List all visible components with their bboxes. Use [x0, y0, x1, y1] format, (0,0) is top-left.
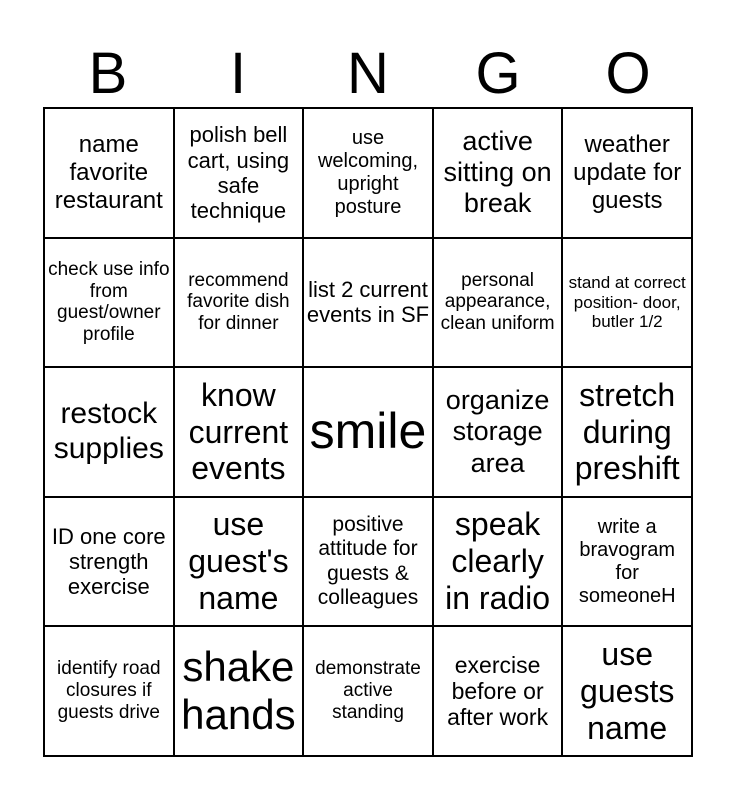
bingo-cell[interactable]: [562, 238, 692, 368]
bingo-cell[interactable]: [433, 108, 563, 238]
cell-text: recommend favorite dish for dinner: [187, 269, 290, 335]
header-letter-b: B: [88, 41, 128, 106]
cell-text: organize storage area: [445, 385, 550, 478]
cell-text: list 2 current events in SF: [306, 277, 430, 328]
header-letter-i: I: [229, 41, 247, 106]
header-letter-n: N: [347, 41, 389, 106]
bingo-card-grid: [43, 107, 693, 757]
header-letter-g: G: [475, 41, 521, 106]
cell-text: write a bravogram for someoneH: [578, 515, 676, 607]
cell-text: check use info from guest/owner profile: [48, 258, 170, 346]
bingo-center-cell[interactable]: [303, 367, 433, 497]
cell-text: shake hands: [181, 642, 296, 739]
header-letter-o: O: [605, 41, 651, 106]
cell-text: polish bell cart, using safe technique: [187, 122, 290, 224]
bingo-cell[interactable]: [44, 497, 174, 627]
bingo-cell[interactable]: [433, 238, 563, 368]
cell-text: exercise before or after work: [447, 651, 549, 731]
bingo-cell[interactable]: [303, 497, 433, 627]
cell-text: use welcoming, upright posture: [317, 126, 419, 218]
bingo-cell[interactable]: [303, 626, 433, 756]
bingo-cell[interactable]: [562, 497, 692, 627]
cell-text: know current events: [188, 376, 289, 487]
cell-text: stretch during preshift: [574, 376, 680, 487]
bingo-cell[interactable]: [433, 497, 563, 627]
bingo-cell[interactable]: [174, 367, 304, 497]
bingo-cell[interactable]: [44, 108, 174, 238]
bingo-cell[interactable]: [174, 626, 304, 756]
bingo-cell[interactable]: [562, 108, 692, 238]
bingo-cell[interactable]: [433, 626, 563, 756]
bingo-cell[interactable]: [44, 367, 174, 497]
bingo-cell[interactable]: [562, 367, 692, 497]
cell-text: demonstrate active standing: [315, 658, 421, 724]
cell-text: ID one core strength exercise: [51, 523, 166, 600]
cell-text: stand at correct position- door, butler 1/2: [568, 273, 686, 332]
bingo-cell[interactable]: [44, 238, 174, 368]
cell-text: smile: [309, 403, 427, 460]
cell-text: use guests name: [580, 636, 675, 746]
cell-text: speak clearly in radio: [445, 506, 551, 616]
bingo-cell[interactable]: [44, 626, 174, 756]
bingo-cell[interactable]: [433, 367, 563, 497]
cell-text: name favorite restaurant: [54, 131, 163, 214]
bingo-cell[interactable]: [303, 238, 433, 368]
bingo-header: [43, 40, 693, 108]
bingo-cell[interactable]: [174, 238, 304, 368]
cell-text: personal appearance, clean uniform: [440, 269, 555, 335]
cell-text: active sitting on break: [443, 126, 552, 219]
cell-text: weather update for guests: [573, 131, 682, 214]
bingo-cell[interactable]: [174, 108, 304, 238]
bingo-cell[interactable]: [174, 497, 304, 627]
cell-text: identify road closures if guests drive: [57, 658, 161, 724]
cell-text: use guest's name: [188, 506, 289, 616]
bingo-cell[interactable]: [562, 626, 692, 756]
bingo-cell[interactable]: [303, 108, 433, 238]
cell-text: restock supplies: [53, 397, 164, 465]
cell-text: positive attitude for guests & colleagues: [317, 513, 419, 609]
